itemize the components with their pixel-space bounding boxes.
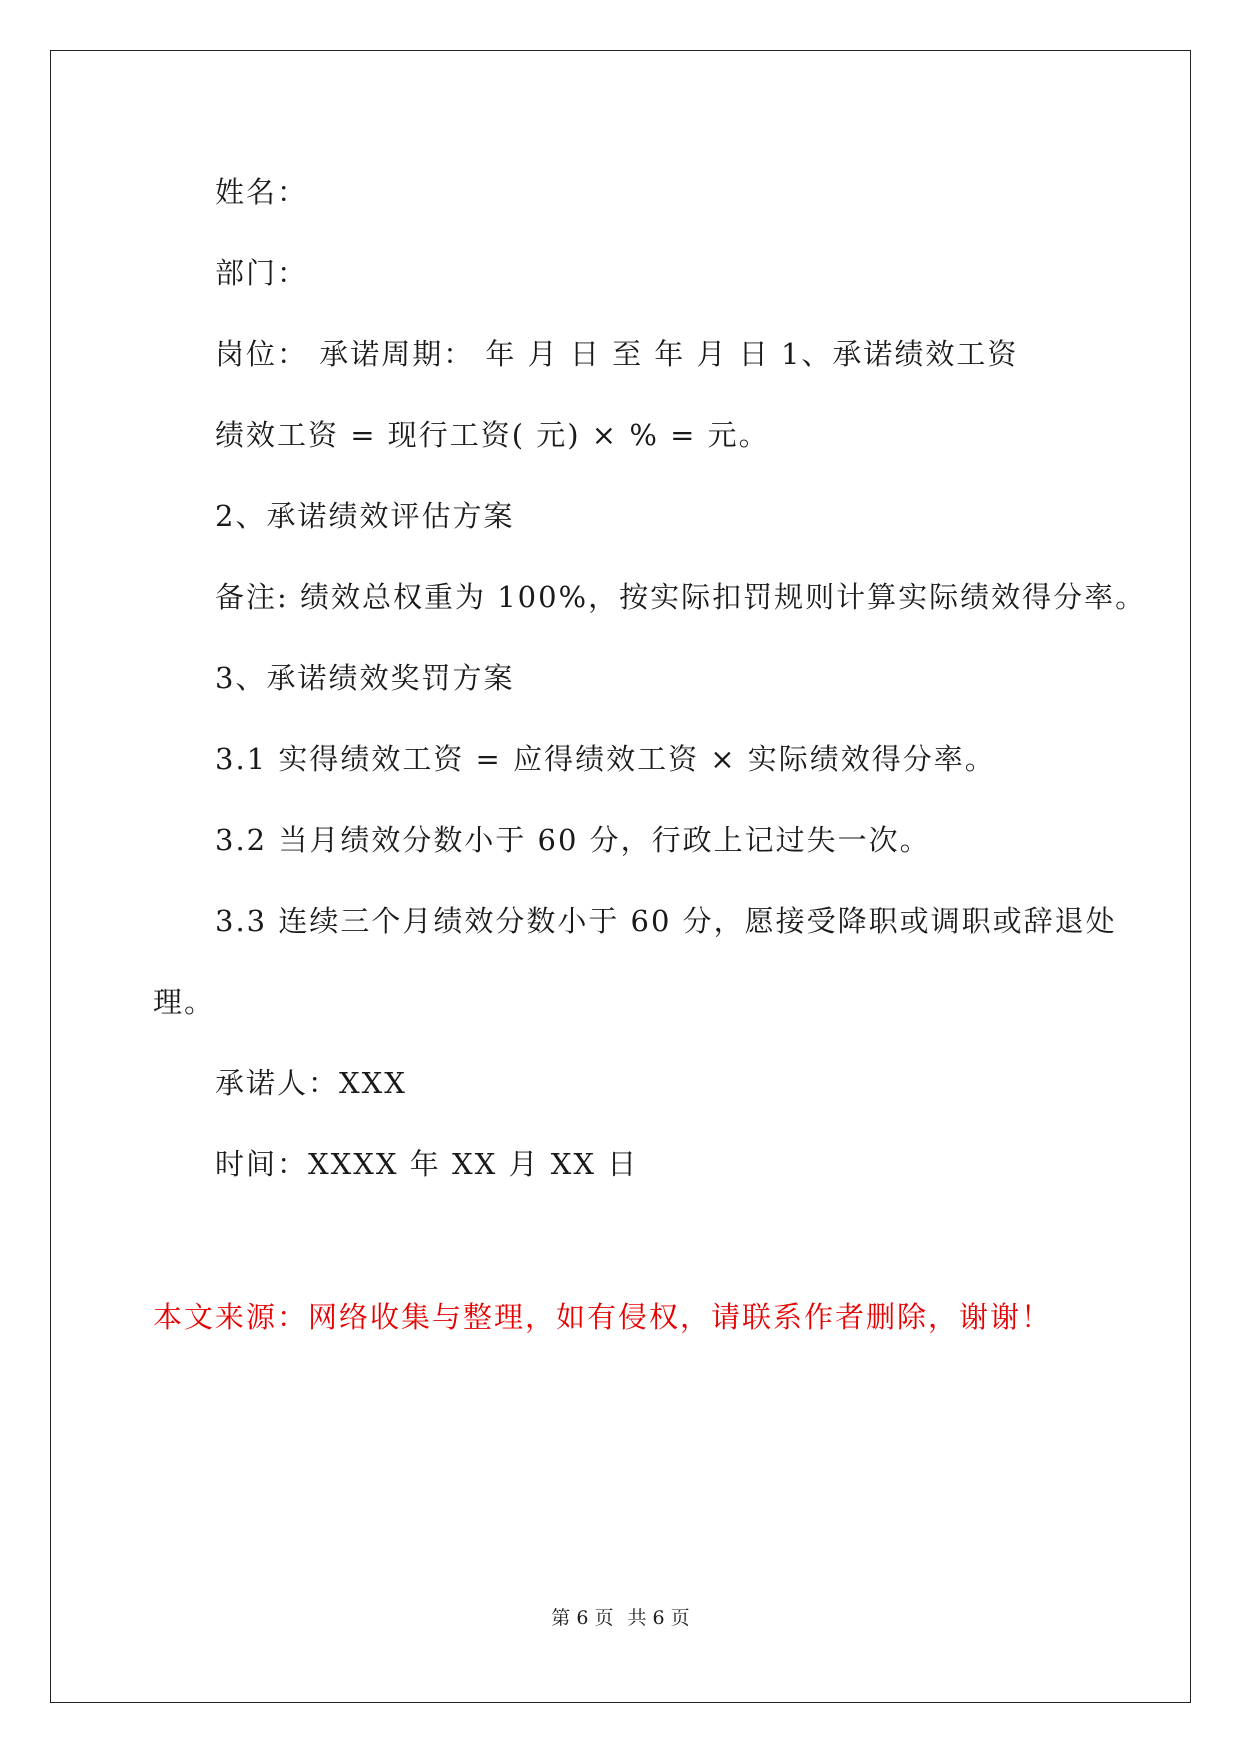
name-field-label: 姓名： [215,175,309,209]
position-period-line: 岗位： 承诺周期： 年 月 日 至 年 月 日 1、承诺绩效工资 [215,337,1019,371]
page-footer [0,1605,1241,1631]
source-notice: 本文来源：网络收集与整理，如有侵权，请联系作者删除，谢谢！ [153,1300,1053,1334]
department-field-label: 部门： [215,256,309,290]
section-3-heading: 3、承诺绩效奖罚方案 [215,661,515,695]
clause-3-1: 3.1 实得绩效工资 = 应得绩效工资 × 实际绩效得分率。 [215,742,996,776]
clause-3-2: 3.2 当月绩效分数小于 60 分，行政上记过失一次。 [215,823,931,857]
clause-3-3: 3.3 连续三个月绩效分数小于 60 分，愿接受降职或调职或辞退处 [215,904,1117,938]
salary-formula-line: 绩效工资 = 现行工资( 元) × % = 元。 [215,418,770,452]
current-page-number: 第 6 页 [551,1607,614,1629]
clause-3-3-continuation: 理。 [153,985,216,1019]
page-frame [50,50,1191,1703]
total-page-count: 共 6 页 [627,1607,690,1629]
promisor-signature-line: 承诺人：XXX [215,1066,407,1100]
weight-note-line: 备注: 绩效总权重为 100%，按实际扣罚规则计算实际绩效得分率。 [215,580,1147,614]
section-2-heading: 2、承诺绩效评估方案 [215,499,515,533]
date-line: 时间：XXXX 年 XX 月 XX 日 [215,1147,639,1181]
